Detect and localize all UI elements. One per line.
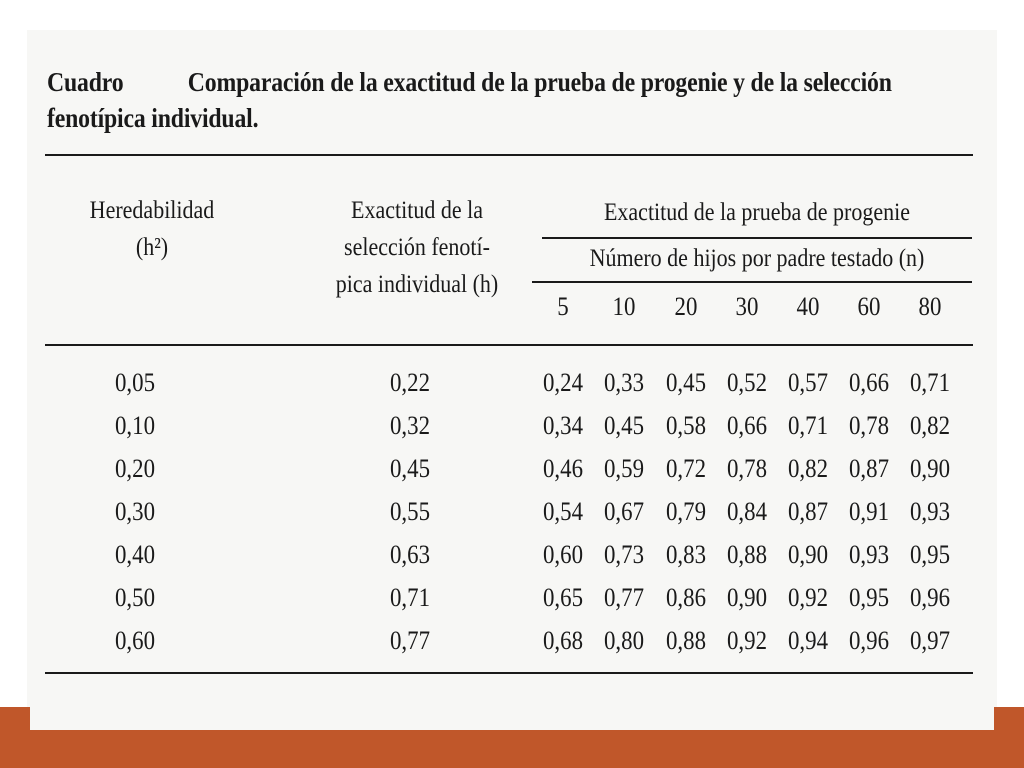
cell-progeny-accuracy: 0,77: [603, 583, 645, 612]
header-heritability-line1: Heredabilidad: [89, 197, 215, 224]
cell-progeny-accuracy: 0,95: [909, 540, 951, 569]
header-progeny-sub: Número de hijos por padre testado (n): [589, 245, 925, 272]
cell-progeny-accuracy: 0,93: [848, 540, 890, 569]
n-value-header: 60: [857, 292, 881, 321]
cell-progeny-accuracy: 0,73: [603, 540, 645, 569]
bottom-rule: [45, 672, 973, 674]
header-heritability: [64, 192, 240, 266]
n-value-header: 10: [612, 292, 636, 321]
cell-progeny-accuracy: 0,90: [726, 583, 768, 612]
cell-progeny-accuracy: 0,60: [542, 540, 584, 569]
cell-progeny-accuracy: 0,84: [726, 497, 768, 526]
cell-progeny-accuracy: 0,71: [909, 368, 951, 397]
cell-progeny-accuracy: 0,87: [848, 454, 890, 483]
cell-phenotypic-accuracy: 0,32: [389, 411, 431, 440]
cell-progeny-accuracy: 0,90: [909, 454, 951, 483]
cell-progeny-accuracy: 0,97: [909, 626, 951, 655]
cell-heritability: 0,40: [114, 540, 156, 569]
cell-progeny-accuracy: 0,59: [603, 454, 645, 483]
cell-progeny-accuracy: 0,95: [848, 583, 890, 612]
cell-progeny-accuracy: 0,24: [542, 368, 584, 397]
cell-phenotypic-accuracy: 0,77: [389, 626, 431, 655]
cell-heritability: 0,60: [114, 626, 156, 655]
cell-progeny-accuracy: 0,72: [665, 454, 707, 483]
slide-footer-band: [0, 730, 1024, 768]
cell-progeny-accuracy: 0,82: [909, 411, 951, 440]
cell-progeny-accuracy: 0,46: [542, 454, 584, 483]
scanned-table-image: [27, 30, 997, 730]
cell-progeny-accuracy: 0,88: [726, 540, 768, 569]
cell-phenotypic-accuracy: 0,63: [389, 540, 431, 569]
header-heritability-line2: (h²): [135, 234, 169, 261]
cell-progeny-accuracy: 0,45: [603, 411, 645, 440]
cell-progeny-accuracy: 0,52: [726, 368, 768, 397]
cell-progeny-accuracy: 0,86: [665, 583, 707, 612]
cell-progeny-accuracy: 0,94: [787, 626, 829, 655]
caption-text-line2: fenotípica individual.: [47, 103, 259, 133]
header-phenotypic: [316, 192, 518, 303]
cell-progeny-accuracy: 0,65: [542, 583, 584, 612]
cell-heritability: 0,30: [114, 497, 156, 526]
cell-progeny-accuracy: 0,71: [787, 411, 829, 440]
n-value-header: 30: [735, 292, 759, 321]
header-bottom-rule: [45, 344, 973, 346]
cell-heritability: 0,20: [114, 454, 156, 483]
cell-progeny-accuracy: 0,90: [787, 540, 829, 569]
cell-progeny-accuracy: 0,96: [848, 626, 890, 655]
caption-label: Cuadro: [47, 67, 124, 97]
cell-progeny-accuracy: 0,33: [603, 368, 645, 397]
cell-progeny-accuracy: 0,82: [787, 454, 829, 483]
n-value-header: 80: [918, 292, 942, 321]
header-phenotypic-line2: selección fenotí-: [344, 234, 490, 261]
cell-progeny-accuracy: 0,93: [909, 497, 951, 526]
cell-heritability: 0,05: [114, 368, 156, 397]
cell-phenotypic-accuracy: 0,45: [389, 454, 431, 483]
cell-progeny-accuracy: 0,88: [665, 626, 707, 655]
cell-progeny-accuracy: 0,78: [726, 454, 768, 483]
header-phenotypic-line3: pica individual (h): [335, 271, 499, 298]
cell-progeny-accuracy: 0,91: [848, 497, 890, 526]
header-progeny: Exactitud de la prueba de progenie: [603, 199, 911, 226]
cell-heritability: 0,50: [114, 583, 156, 612]
cell-progeny-accuracy: 0,67: [603, 497, 645, 526]
n-value-header: 20: [674, 292, 698, 321]
progeny-header-rule: [542, 237, 972, 239]
cell-progeny-accuracy: 0,80: [603, 626, 645, 655]
cell-progeny-accuracy: 0,66: [726, 411, 768, 440]
cell-progeny-accuracy: 0,92: [787, 583, 829, 612]
accent-block-right: [994, 707, 1024, 730]
cell-progeny-accuracy: 0,83: [665, 540, 707, 569]
accent-block-left: [0, 707, 30, 730]
cell-progeny-accuracy: 0,57: [787, 368, 829, 397]
cell-progeny-accuracy: 0,45: [665, 368, 707, 397]
cell-phenotypic-accuracy: 0,71: [389, 583, 431, 612]
cell-progeny-accuracy: 0,78: [848, 411, 890, 440]
table-caption: [47, 64, 892, 136]
cell-progeny-accuracy: 0,58: [665, 411, 707, 440]
n-value-header: 5: [557, 292, 569, 321]
cell-progeny-accuracy: 0,87: [787, 497, 829, 526]
header-phenotypic-line1: Exactitud de la: [351, 197, 483, 224]
cell-phenotypic-accuracy: 0,22: [389, 368, 431, 397]
caption-text-line1: Comparación de la exactitud de la prueba de progenie y de la selección: [187, 67, 892, 97]
top-rule: [45, 154, 973, 156]
cell-progeny-accuracy: 0,34: [542, 411, 584, 440]
cell-progeny-accuracy: 0,54: [542, 497, 584, 526]
cell-progeny-accuracy: 0,68: [542, 626, 584, 655]
cell-progeny-accuracy: 0,92: [726, 626, 768, 655]
cell-progeny-accuracy: 0,96: [909, 583, 951, 612]
cell-progeny-accuracy: 0,79: [665, 497, 707, 526]
progeny-sub-rule: [532, 281, 972, 283]
cell-progeny-accuracy: 0,66: [848, 368, 890, 397]
n-value-header: 40: [796, 292, 820, 321]
cell-heritability: 0,10: [114, 411, 156, 440]
cell-phenotypic-accuracy: 0,55: [389, 497, 431, 526]
